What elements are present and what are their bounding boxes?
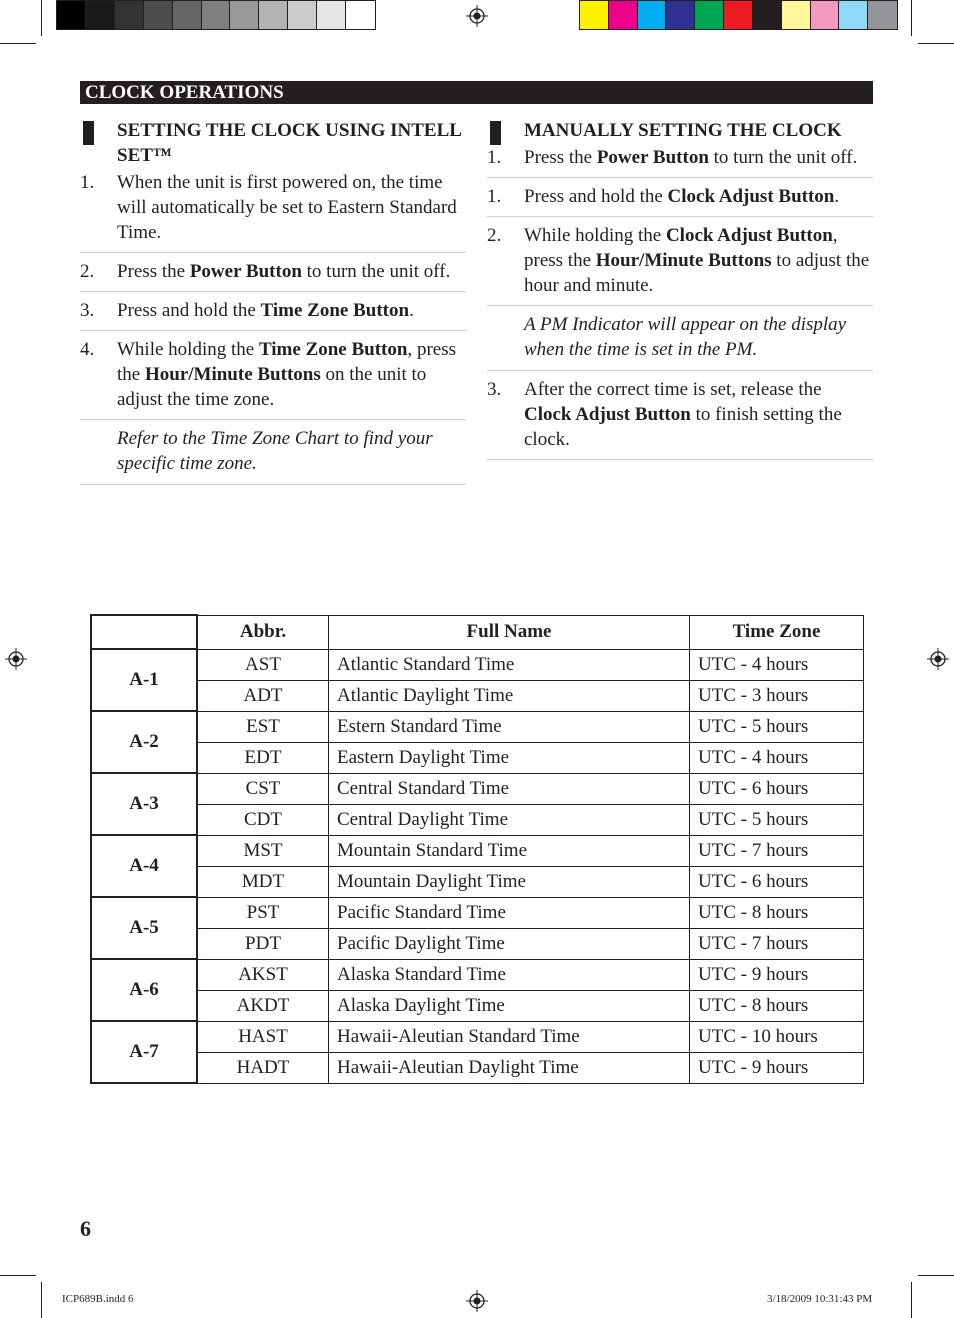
color-swatch xyxy=(724,1,753,29)
step-text: While holding the xyxy=(117,339,259,360)
step-text: , press the xyxy=(117,339,457,385)
table-row xyxy=(91,742,864,773)
step-text: Press and hold the xyxy=(117,300,261,321)
zone-code: A-5 xyxy=(91,897,197,959)
utc-offset-cell: UTC - 6 hours xyxy=(690,773,864,804)
step-text: . xyxy=(409,300,414,321)
table-row xyxy=(91,773,864,804)
left-note: Refer to the Time Zone Chart to find your specific time zone. xyxy=(80,420,466,485)
step-text: Press the xyxy=(524,147,597,168)
color-swatch xyxy=(230,1,259,29)
registration-mark-icon xyxy=(927,648,949,670)
full-name-cell: Mountain Standard Time xyxy=(329,835,690,866)
button-name: Clock Adjust Button xyxy=(524,404,691,425)
color-swatch xyxy=(115,1,144,29)
zone-code: A-3 xyxy=(91,773,197,835)
left-column xyxy=(80,118,466,485)
color-swatch xyxy=(695,1,724,29)
color-swatch xyxy=(288,1,317,29)
crop-mark xyxy=(41,1282,42,1318)
zone-code: A-4 xyxy=(91,835,197,897)
table-row xyxy=(91,866,864,897)
step-number: 3. xyxy=(487,379,502,400)
abbreviation-cell: AKST xyxy=(197,959,329,990)
page-number: 6 xyxy=(80,1216,91,1241)
step-text: While holding the xyxy=(524,225,666,246)
footer-filename: ICP689B.indd 6 xyxy=(62,1293,134,1305)
left-heading xyxy=(80,118,466,168)
button-name: Hour/Minute Buttons xyxy=(144,364,321,385)
utc-offset-cell: UTC - 10 hours xyxy=(690,1021,864,1052)
crop-mark xyxy=(918,43,954,44)
left-step-2 xyxy=(80,253,466,292)
utc-offset-cell: UTC - 4 hours xyxy=(690,742,864,773)
crop-mark xyxy=(911,0,912,36)
crop-mark xyxy=(918,1275,954,1276)
abbreviation-cell: CST xyxy=(197,773,329,804)
utc-offset-cell: UTC - 8 hours xyxy=(690,897,864,928)
utc-offset-cell: UTC - 6 hours xyxy=(690,866,864,897)
color-swatch xyxy=(638,1,667,29)
right-step-2 xyxy=(487,178,873,217)
table-row xyxy=(91,835,864,866)
color-swatch xyxy=(346,1,375,29)
table-row xyxy=(91,649,864,680)
button-name: Clock Adjust Button xyxy=(667,186,835,207)
heading-marker xyxy=(83,121,94,145)
color-calibration-bar xyxy=(579,0,898,30)
left-step-1 xyxy=(80,168,466,253)
abbreviation-cell: EST xyxy=(197,711,329,742)
table-row xyxy=(91,897,864,928)
step-number: 1. xyxy=(80,172,95,193)
step-number: 2. xyxy=(80,261,95,282)
left-heading-text: SETTING THE CLOCK USING INTELL SET™ xyxy=(117,120,461,166)
step-text: on the unit to adjust the time zone. xyxy=(117,364,427,410)
abbreviation-cell: MST xyxy=(197,835,329,866)
step-text: to turn the unit off. xyxy=(708,147,858,168)
button-name: Hour/Minute Buttons xyxy=(595,250,772,271)
button-name: Time Zone Button xyxy=(260,300,410,321)
color-swatch xyxy=(259,1,288,29)
color-swatch xyxy=(666,1,695,29)
utc-offset-cell: UTC - 3 hours xyxy=(690,680,864,711)
button-name: Clock Adjust Button xyxy=(665,225,833,246)
abbreviation-cell: HADT xyxy=(197,1052,329,1083)
color-swatch xyxy=(868,1,897,29)
abbreviation-cell: PDT xyxy=(197,928,329,959)
right-heading xyxy=(487,118,873,143)
step-number: 1. xyxy=(487,186,502,207)
step-text: Press the xyxy=(117,261,190,282)
column-header xyxy=(91,615,197,649)
abbreviation-cell: MDT xyxy=(197,866,329,897)
full-name-cell: Central Daylight Time xyxy=(329,804,690,835)
left-step-4 xyxy=(80,331,466,420)
table-row xyxy=(91,804,864,835)
zone-code: A-7 xyxy=(91,1021,197,1083)
registration-mark-icon xyxy=(466,5,488,27)
full-name-cell: Estern Standard Time xyxy=(329,711,690,742)
table-header-row xyxy=(91,615,864,649)
zone-code: A-2 xyxy=(91,711,197,773)
color-swatch xyxy=(57,1,86,29)
full-name-cell: Central Standard Time xyxy=(329,773,690,804)
color-swatch xyxy=(580,1,609,29)
crop-mark xyxy=(0,1275,36,1276)
color-swatch xyxy=(839,1,868,29)
utc-offset-cell: UTC - 7 hours xyxy=(690,835,864,866)
color-swatch xyxy=(144,1,173,29)
color-swatch xyxy=(86,1,115,29)
table-row xyxy=(91,928,864,959)
crop-mark xyxy=(0,43,36,44)
time-zone-table xyxy=(90,614,864,1084)
abbreviation-cell: HAST xyxy=(197,1021,329,1052)
button-name: Power Button xyxy=(596,147,709,168)
step-number: 4. xyxy=(80,339,95,360)
button-name: Time Zone Button xyxy=(258,339,408,360)
step-text: , press the xyxy=(524,225,838,271)
step-text: When the unit is first powered on, the time will automatically be set to Eastern Standard Time. xyxy=(117,172,457,243)
full-name-cell: Hawaii-Aleutian Standard Time xyxy=(329,1021,690,1052)
table-row xyxy=(91,990,864,1021)
registration-mark-icon xyxy=(5,648,27,670)
step-text: After the correct time is set, release the xyxy=(524,379,822,400)
table-row xyxy=(91,680,864,711)
full-name-cell: Atlantic Standard Time xyxy=(329,649,690,680)
abbreviation-cell: AST xyxy=(197,649,329,680)
utc-offset-cell: UTC - 5 hours xyxy=(690,711,864,742)
right-step-1 xyxy=(487,143,873,178)
step-text: Press and hold the xyxy=(524,186,668,207)
abbreviation-cell: EDT xyxy=(197,742,329,773)
footer-timestamp: 3/18/2009 10:31:43 PM xyxy=(767,1293,873,1305)
abbreviation-cell: PST xyxy=(197,897,329,928)
full-name-cell: Mountain Daylight Time xyxy=(329,866,690,897)
full-name-cell: Alaska Standard Time xyxy=(329,959,690,990)
button-name: Power Button xyxy=(189,261,302,282)
full-name-cell: Alaska Daylight Time xyxy=(329,990,690,1021)
table-row xyxy=(91,959,864,990)
column-header: Abbr. xyxy=(197,615,329,649)
abbreviation-cell: ADT xyxy=(197,680,329,711)
column-header: Time Zone xyxy=(690,615,864,649)
heading-marker xyxy=(490,121,501,145)
column-header: Full Name xyxy=(329,615,690,649)
step-text: to finish setting the clock. xyxy=(524,404,842,450)
utc-offset-cell: UTC - 5 hours xyxy=(690,804,864,835)
zone-code: A-1 xyxy=(91,649,197,711)
right-step-4 xyxy=(487,371,873,460)
color-swatch xyxy=(173,1,202,29)
color-swatch xyxy=(609,1,638,29)
left-step-3 xyxy=(80,292,466,331)
color-swatch xyxy=(317,1,346,29)
crop-mark xyxy=(911,1282,912,1318)
right-heading-text: MANUALLY SETTING THE CLOCK xyxy=(524,120,842,141)
utc-offset-cell: UTC - 7 hours xyxy=(690,928,864,959)
registration-mark-icon xyxy=(466,1290,488,1312)
full-name-cell: Pacific Standard Time xyxy=(329,897,690,928)
right-column xyxy=(487,118,873,460)
color-swatch xyxy=(782,1,811,29)
step-text: to turn the unit off. xyxy=(301,261,451,282)
table-row xyxy=(91,1021,864,1052)
full-name-cell: Eastern Daylight Time xyxy=(329,742,690,773)
utc-offset-cell: UTC - 9 hours xyxy=(690,1052,864,1083)
section-title: CLOCK OPERATIONS xyxy=(80,81,873,104)
utc-offset-cell: UTC - 9 hours xyxy=(690,959,864,990)
step-number: 1. xyxy=(487,147,502,168)
full-name-cell: Atlantic Daylight Time xyxy=(329,680,690,711)
utc-offset-cell: UTC - 8 hours xyxy=(690,990,864,1021)
gray-calibration-bar xyxy=(56,0,376,30)
step-number: 3. xyxy=(80,300,95,321)
utc-offset-cell: UTC - 4 hours xyxy=(690,649,864,680)
right-step-3 xyxy=(487,217,873,306)
table-row xyxy=(91,711,864,742)
abbreviation-cell: CDT xyxy=(197,804,329,835)
crop-mark xyxy=(41,0,42,36)
step-text: to adjust the hour and minute. xyxy=(524,250,870,296)
color-swatch xyxy=(202,1,231,29)
zone-code: A-6 xyxy=(91,959,197,1021)
full-name-cell: Pacific Daylight Time xyxy=(329,928,690,959)
right-note: A PM Indicator will appear on the display when the time is set in the PM. xyxy=(487,306,873,371)
color-swatch xyxy=(811,1,840,29)
table-row xyxy=(91,1052,864,1083)
abbreviation-cell: AKDT xyxy=(197,990,329,1021)
step-text: . xyxy=(834,186,840,207)
full-name-cell: Hawaii-Aleutian Daylight Time xyxy=(329,1052,690,1083)
color-swatch xyxy=(753,1,782,29)
step-number: 2. xyxy=(487,225,502,246)
